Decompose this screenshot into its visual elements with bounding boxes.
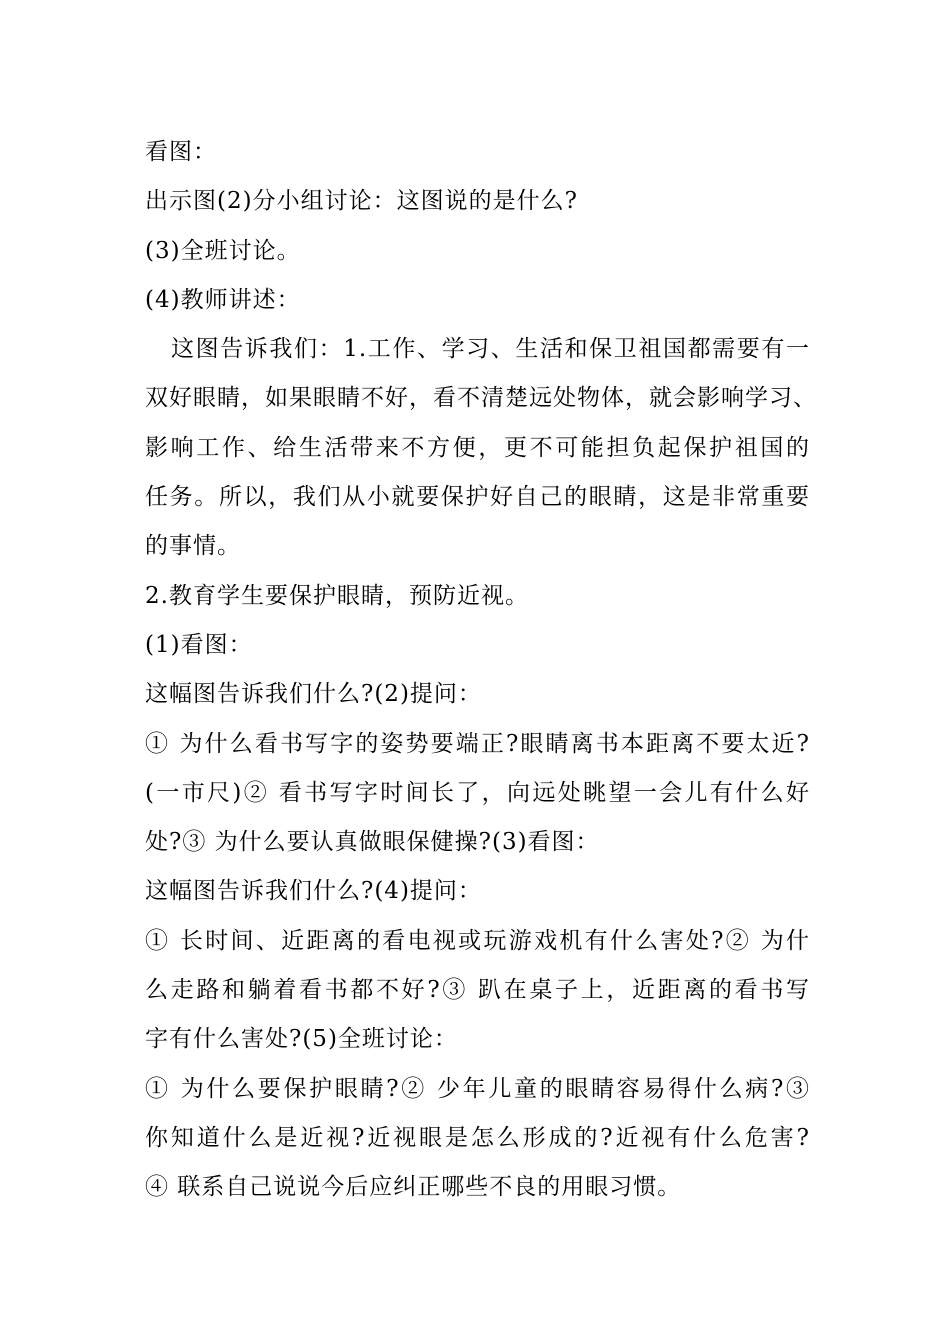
section-heading: 2.教育学生要保护眼睛，预防近视。 — [145, 582, 529, 609]
text-line: 这幅图告诉我们什么?(4)提问： — [145, 878, 482, 905]
text-line: (3)全班讨论。 — [145, 237, 301, 264]
text-line: 看图： — [145, 139, 217, 165]
text-line: 这幅图告诉我们什么?(2)提问： — [145, 681, 482, 708]
text-line: (一市尺)② 看书写字时间长了，向远处眺望一会儿有什么好 — [145, 779, 810, 806]
text-line: ① 为什么要保护眼睛?② 少年儿童的眼睛容易得什么病?③ — [145, 1075, 810, 1102]
text-line: 么走路和躺着看书都不好?③ 趴在桌子上，近距离的看书写 — [145, 977, 810, 1004]
text-line: 影响工作、给生活带来不方便，更不可能担负起保护祖国的 — [145, 434, 810, 461]
text-line: (1)看图： — [145, 631, 253, 658]
text-line: ① 长时间、近距离的看电视或玩游戏机有什么害处?② 为什 — [145, 927, 811, 954]
text-line: 的事情。 — [145, 533, 241, 560]
text-line: ④ 联系自己说说今后应纠正哪些不良的用眼习惯。 — [145, 1174, 682, 1201]
document-body — [145, 128, 817, 1213]
paragraph-first-line: 这图告诉我们：1.工作、学习、生活和保卫祖国都需要有一 — [171, 336, 810, 363]
text-line: ① 为什么看书写字的姿势要端正?眼睛离书本距离不要太近? — [145, 730, 810, 757]
text-line: 你知道什么是近视?近视眼是怎么形成的?近视有什么危害? — [145, 1124, 810, 1151]
text-line: 任务。所以，我们从小就要保护好自己的眼睛，这是非常重要 — [145, 484, 810, 511]
text-line: 处?③ 为什么要认真做眼保健操?(3)看图： — [145, 829, 600, 856]
text-line: 双好眼睛，如果眼睛不好，看不清楚远处物体，就会影响学习、 — [145, 385, 817, 412]
text-line: 字有什么害处?(5)全班讨论： — [145, 1026, 458, 1053]
text-line: 出示图(2)分小组讨论：这图说的是什么? — [145, 188, 578, 215]
text-line: (4)教师讲述： — [145, 286, 301, 313]
